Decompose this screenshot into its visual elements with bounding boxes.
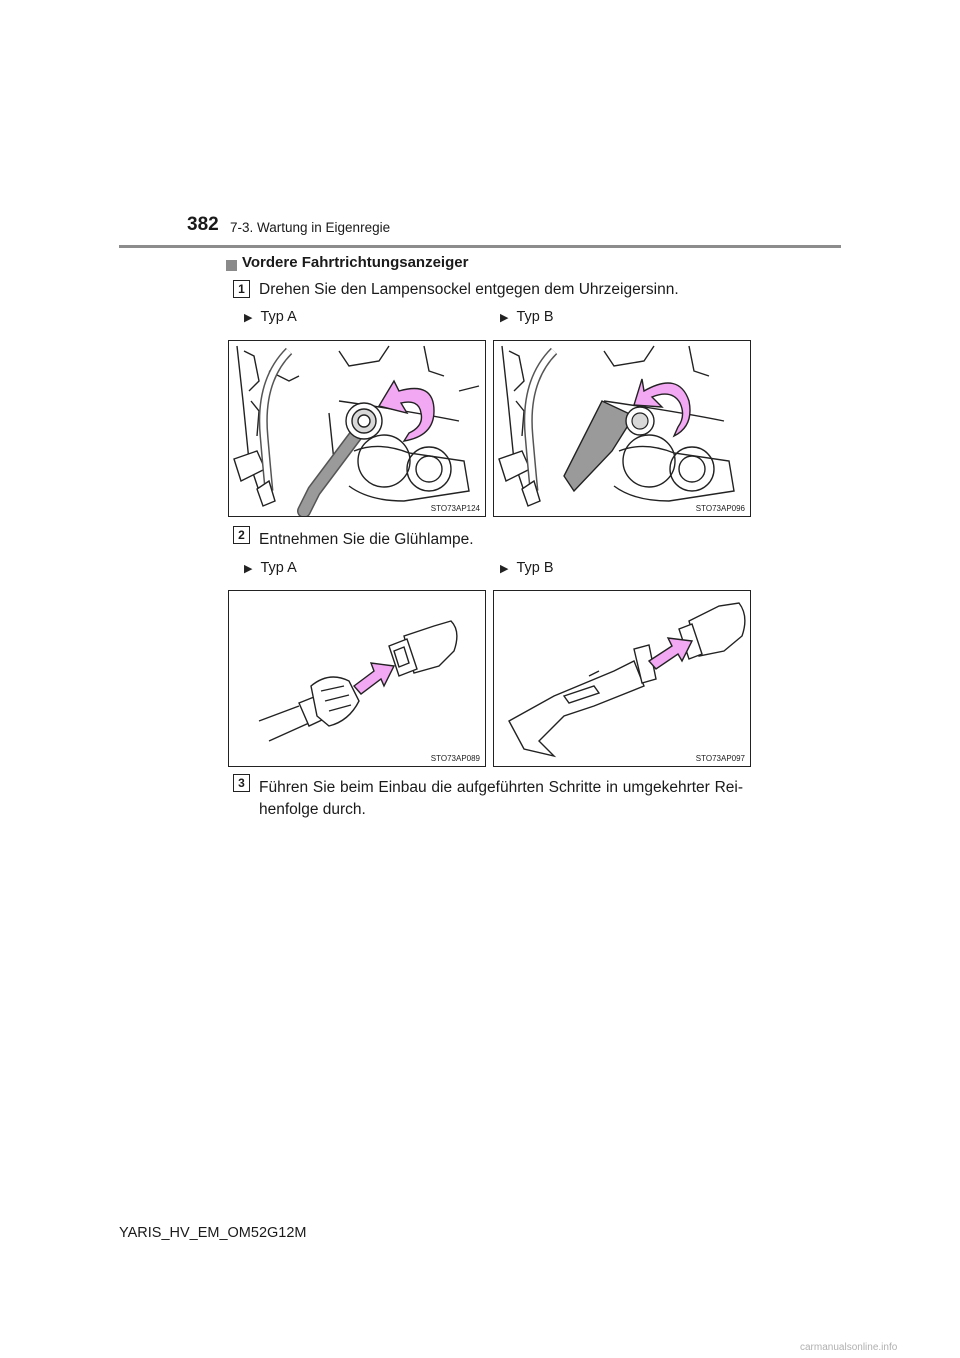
triangle-right-icon: ▶	[500, 312, 509, 324]
label-typ-a-2: ▶ Typ A	[244, 560, 297, 576]
step-2-text: Entnehmen Sie die Glühlampe.	[259, 531, 474, 548]
figure-code: STO73AP089	[430, 754, 480, 763]
label-typ-b-2: ▶ Typ B	[500, 560, 554, 576]
step-3-text: Führen Sie beim Einbau die aufgeführten Schritte in umgekehrter Rei-henfolge durch.	[259, 779, 743, 818]
section-title: Vordere Fahrtrichtungsanzeiger	[242, 254, 469, 271]
figure-code: STO73AP124	[430, 504, 480, 513]
figure-rotate-socket-typ-a	[228, 340, 486, 517]
figure-code: STO73AP096	[695, 504, 745, 513]
step-1-text: Drehen Sie den Lampensockel entgegen dem Uhrzeigersinn.	[259, 281, 679, 298]
page-number: 382	[187, 214, 219, 235]
triangle-right-icon: ▶	[244, 563, 253, 575]
step-badge-2: 2	[233, 526, 250, 544]
chapter-title: 7-3. Wartung in Eigenregie	[230, 220, 391, 235]
step-badge-3: 3	[233, 774, 250, 792]
watermark: carmanualsonline.info	[800, 1342, 898, 1353]
figure-remove-bulb-typ-b	[493, 590, 751, 767]
triangle-right-icon: ▶	[500, 563, 509, 575]
triangle-right-icon: ▶	[244, 312, 253, 324]
square-bullet-icon	[226, 260, 237, 271]
figure-remove-bulb-typ-a	[228, 590, 486, 767]
header-divider	[119, 245, 841, 248]
step-badge-1: 1	[233, 280, 250, 298]
document-id: YARIS_HV_EM_OM52G12M	[119, 1225, 307, 1241]
figure-rotate-socket-typ-b	[493, 340, 751, 517]
label-typ-a-1: ▶ Typ A	[244, 309, 297, 325]
figure-code: STO73AP097	[695, 754, 745, 763]
label-typ-b-1: ▶ Typ B	[500, 309, 554, 325]
